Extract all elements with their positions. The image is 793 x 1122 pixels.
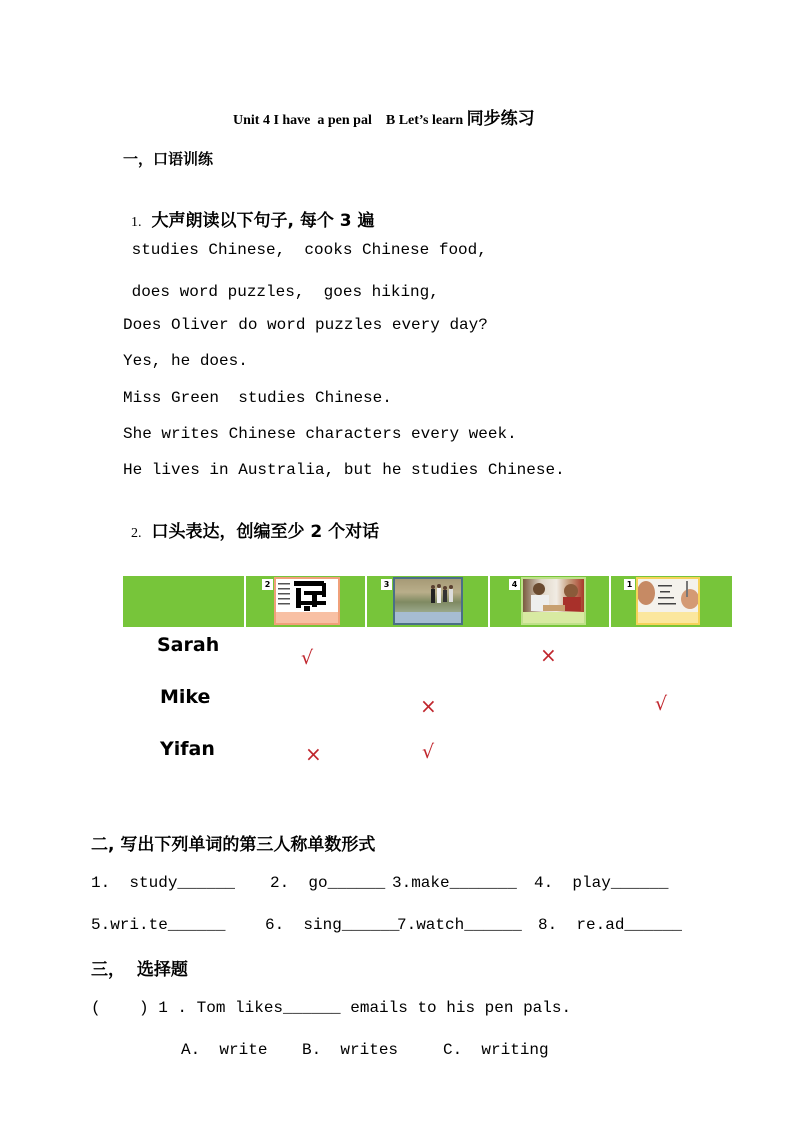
reading-line-1: studies Chinese, cooks Chinese food, <box>122 241 487 259</box>
picture-badge: 1 <box>624 579 635 590</box>
check-mark-icon: √ <box>655 693 668 715</box>
section2-heading: 二, 写出下列单词的第三人称单数形式 <box>91 835 376 855</box>
reading-line-3: Does Oliver do word puzzles every day? <box>123 316 488 334</box>
reading-line-5: Miss Green studies Chinese. <box>123 389 392 407</box>
cooking-image <box>521 577 586 625</box>
word-item-2: 2. go______ <box>270 874 386 892</box>
word-item-7: 7.watch______ <box>397 916 522 934</box>
picture-badge: 3 <box>381 579 392 590</box>
question-1-stem: ( ) 1 . Tom likes______ emails to his pen pals. <box>91 999 572 1017</box>
task1-instruction: 大声朗读以下句子, 每个 3 遍 <box>151 211 375 231</box>
cross-mark-icon: × <box>420 694 437 718</box>
reading-line-6: She writes Chinese characters every week. <box>123 425 517 443</box>
word-item-8: 8. re.ad______ <box>538 916 683 934</box>
column-divider <box>488 576 490 627</box>
name-sarah: Sarah <box>157 634 220 656</box>
check-mark-icon: √ <box>301 647 314 669</box>
word-item-3: 3.make_______ <box>392 874 517 892</box>
activity-picture-bar <box>123 576 732 627</box>
word-item-5: 5.wri.te______ <box>91 916 226 934</box>
check-mark-icon: √ <box>422 741 435 763</box>
task1-heading <box>123 188 375 231</box>
reading-line-2: does word puzzles, goes hiking, <box>122 283 439 301</box>
cross-mark-icon: × <box>305 742 322 766</box>
reading-line-4: Yes, he does. <box>123 352 248 370</box>
task2-heading <box>123 499 379 542</box>
title-chinese: 同步练习 <box>466 109 535 129</box>
column-divider <box>244 576 246 627</box>
word-item-6: 6. sing______ <box>265 916 400 934</box>
name-mike: Mike <box>160 686 211 708</box>
title-english: Unit 4 I have a pen pal B Let’s learn <box>233 113 467 128</box>
word-item-1: 1. study______ <box>91 874 236 892</box>
writing-chinese-image <box>636 577 700 625</box>
task1-number: 1. <box>131 215 142 230</box>
question-1-option-b: B. writes <box>302 1041 399 1059</box>
word-puzzle-image <box>274 577 340 625</box>
section1-heading: 一，口语训练 <box>123 150 214 168</box>
worksheet-title <box>226 88 535 129</box>
picture-badge: 2 <box>262 579 273 590</box>
task2-number: 2. <box>131 526 142 541</box>
cross-mark-icon: × <box>540 643 557 667</box>
picture-badge: 4 <box>509 579 520 590</box>
column-divider <box>609 576 611 627</box>
name-yifan: Yifan <box>160 738 215 760</box>
reading-line-7: He lives in Australia, but he studies Chinese. <box>123 461 565 479</box>
section3-heading: 三， 选择题 <box>91 960 188 980</box>
word-item-4: 4. play______ <box>534 874 669 892</box>
task2-instruction: 口头表达，创编至少 2 个对话 <box>151 522 380 542</box>
hiking-image <box>393 577 463 625</box>
question-1-option-a: A. write <box>181 1041 268 1059</box>
column-divider <box>365 576 367 627</box>
question-1-option-c: C. writing <box>443 1041 549 1059</box>
